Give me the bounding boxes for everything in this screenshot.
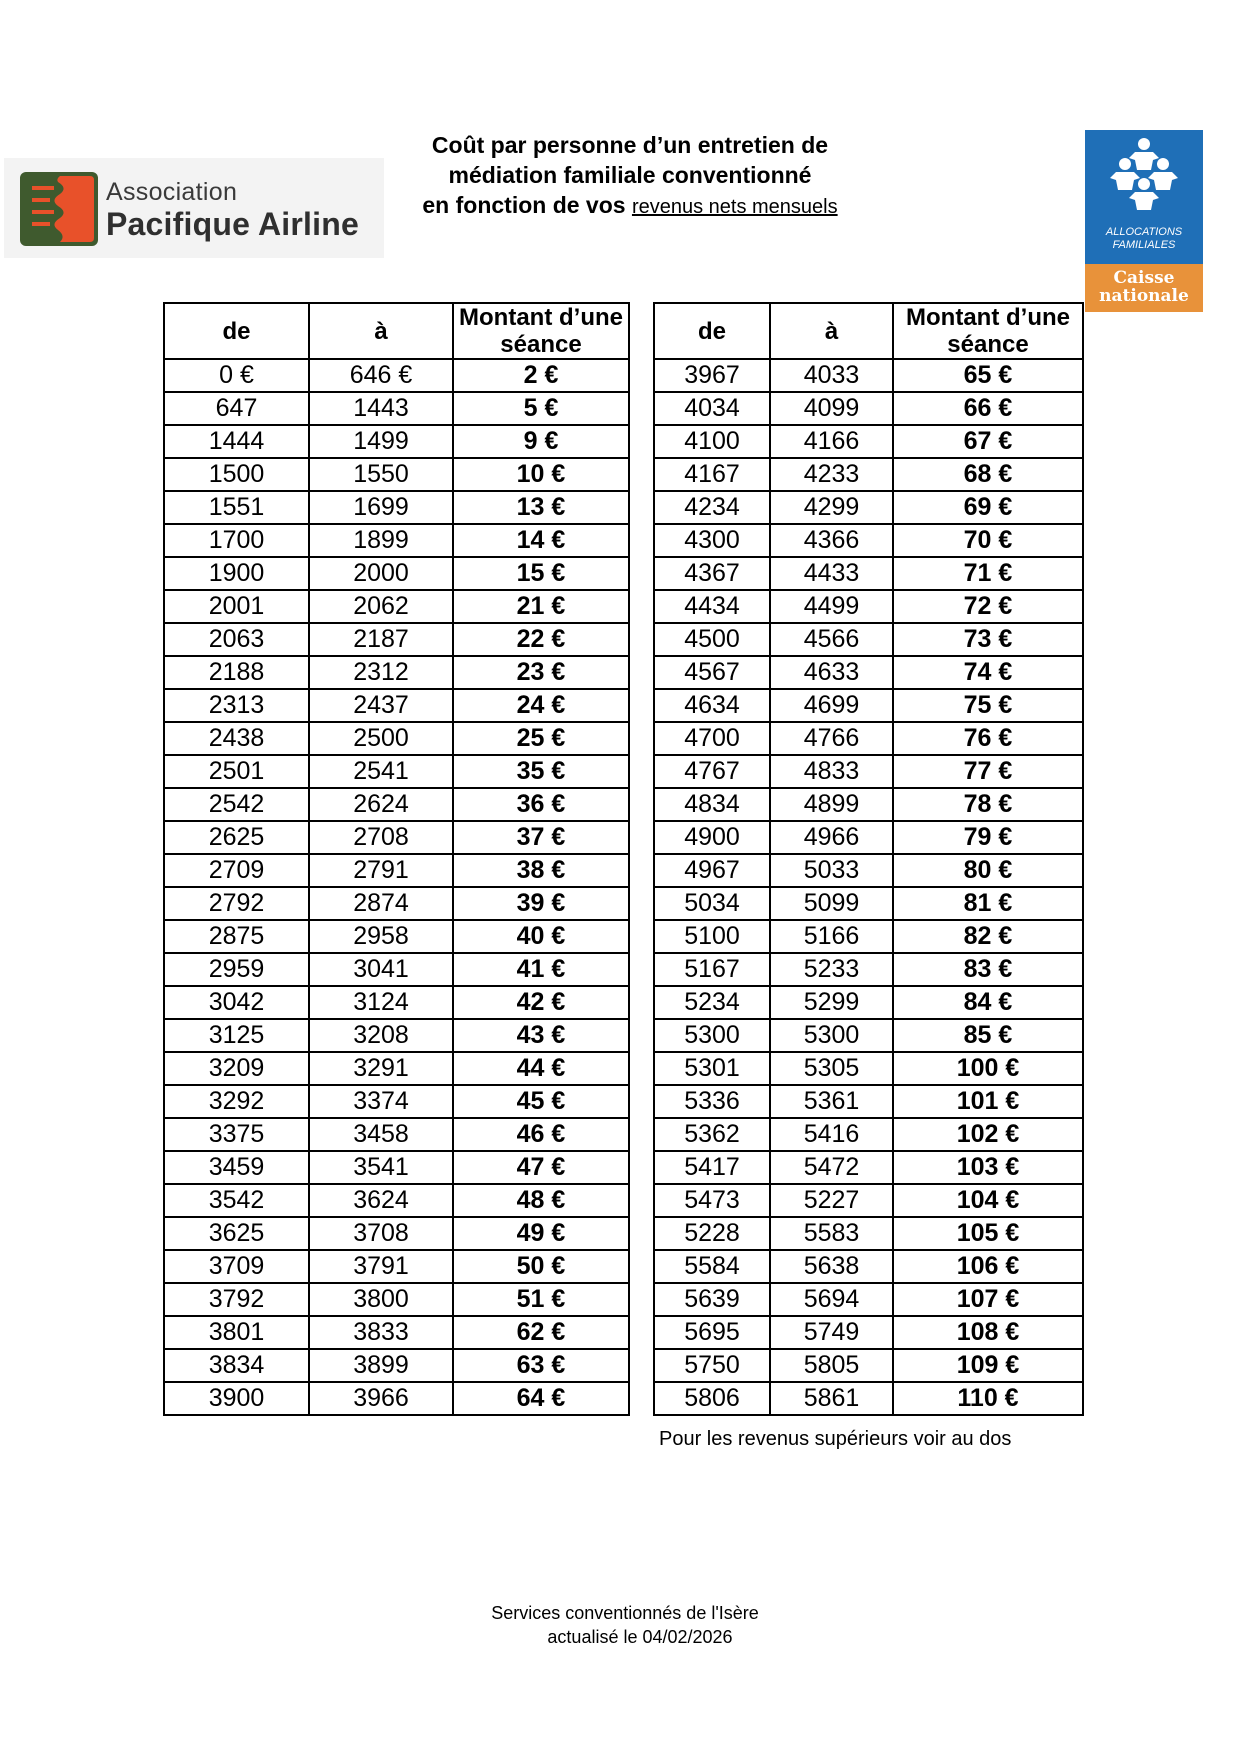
- cell-de: 3042: [164, 986, 309, 1019]
- cell-montant: 22 €: [453, 623, 629, 656]
- cell-montant: 110 €: [893, 1382, 1083, 1415]
- cell-a: 3374: [309, 1085, 453, 1118]
- table-row: [654, 887, 1083, 920]
- cell-montant: 40 €: [453, 920, 629, 953]
- cell-de: 2063: [164, 623, 309, 656]
- table-row: [164, 1151, 629, 1184]
- cell-montant: 43 €: [453, 1019, 629, 1052]
- title-line-3-prefix: en fonction de vos: [422, 192, 626, 218]
- cell-a: 2958: [309, 920, 453, 953]
- cell-de: 3542: [164, 1184, 309, 1217]
- table-row: [654, 788, 1083, 821]
- cell-montant: 74 €: [893, 656, 1083, 689]
- title-line-2: médiation familiale conventionné: [448, 162, 812, 188]
- cell-a: 1443: [309, 392, 453, 425]
- table-row: [164, 1250, 629, 1283]
- table-row: [654, 1184, 1083, 1217]
- cell-montant: 47 €: [453, 1151, 629, 1184]
- table-row: [164, 359, 629, 392]
- association-logo: [4, 158, 384, 258]
- rates-table-left-body: [164, 359, 629, 1415]
- cell-a: 3966: [309, 1382, 453, 1415]
- cell-montant: 51 €: [453, 1283, 629, 1316]
- note-higher-income: Pour les revenus supérieurs voir au dos: [659, 1428, 1012, 1450]
- cell-a: 4633: [770, 656, 893, 689]
- cell-montant: 63 €: [453, 1349, 629, 1382]
- cell-montant: 106 €: [893, 1250, 1083, 1283]
- cell-a: 5694: [770, 1283, 893, 1316]
- cell-de: 4634: [654, 689, 770, 722]
- table-row: [654, 854, 1083, 887]
- cell-de: 4967: [654, 854, 770, 887]
- cell-de: 5473: [654, 1184, 770, 1217]
- cell-a: 1699: [309, 491, 453, 524]
- cell-a: 3708: [309, 1217, 453, 1250]
- title-line-3: [400, 190, 860, 222]
- cell-de: 2188: [164, 656, 309, 689]
- cell-de: 5362: [654, 1118, 770, 1151]
- cell-a: 2708: [309, 821, 453, 854]
- cell-montant: 85 €: [893, 1019, 1083, 1052]
- table-row: [164, 1349, 629, 1382]
- cell-montant: 62 €: [453, 1316, 629, 1349]
- cell-a: 5305: [770, 1052, 893, 1085]
- table-row: [654, 953, 1083, 986]
- table-row: [164, 1184, 629, 1217]
- cell-de: 5301: [654, 1052, 770, 1085]
- header-a: à: [770, 303, 893, 359]
- cell-de: 4234: [654, 491, 770, 524]
- cell-de: 2959: [164, 953, 309, 986]
- cell-a: 5638: [770, 1250, 893, 1283]
- cell-de: 4567: [654, 656, 770, 689]
- table-row: [164, 1316, 629, 1349]
- cell-montant: 76 €: [893, 722, 1083, 755]
- table-row: [654, 656, 1083, 689]
- cell-de: 3792: [164, 1283, 309, 1316]
- cell-de: 5695: [654, 1316, 770, 1349]
- cell-montant: 14 €: [453, 524, 629, 557]
- rates-table-left: [163, 302, 630, 1416]
- cell-a: 3624: [309, 1184, 453, 1217]
- cell-de: 2542: [164, 788, 309, 821]
- table-row: [654, 722, 1083, 755]
- family-figures-icon: [1085, 130, 1203, 226]
- cell-a: 4233: [770, 458, 893, 491]
- table-row: [164, 524, 629, 557]
- cell-montant: 102 €: [893, 1118, 1083, 1151]
- cell-montant: 69 €: [893, 491, 1083, 524]
- cell-de: 4167: [654, 458, 770, 491]
- cell-montant: 50 €: [453, 1250, 629, 1283]
- cell-a: 5361: [770, 1085, 893, 1118]
- cell-montant: 66 €: [893, 392, 1083, 425]
- table-row: [654, 920, 1083, 953]
- cell-de: 4700: [654, 722, 770, 755]
- cell-a: 3541: [309, 1151, 453, 1184]
- caf-caption: [1085, 226, 1203, 252]
- cell-de: 4900: [654, 821, 770, 854]
- table-row: [654, 590, 1083, 623]
- cell-a: 1550: [309, 458, 453, 491]
- table-row: [654, 1085, 1083, 1118]
- title-line-1: Coût par personne d’un entretien de: [431, 132, 829, 158]
- cell-a: 5805: [770, 1349, 893, 1382]
- cell-de: 0 €: [164, 359, 309, 392]
- caf-caisse: Caisse: [1113, 268, 1175, 288]
- cell-montant: 82 €: [893, 920, 1083, 953]
- caf-nationale: nationale: [1099, 286, 1189, 306]
- table-row: [654, 755, 1083, 788]
- cell-montant: 15 €: [453, 557, 629, 590]
- table-row: [164, 755, 629, 788]
- table-row: [654, 1382, 1083, 1415]
- table-row: [164, 458, 629, 491]
- cell-montant: 25 €: [453, 722, 629, 755]
- cell-a: 4499: [770, 590, 893, 623]
- cell-de: 5100: [654, 920, 770, 953]
- cell-a: 3041: [309, 953, 453, 986]
- cell-de: 647: [164, 392, 309, 425]
- title-line-3-underlined: revenus nets mensuels: [631, 196, 838, 218]
- page-title: [400, 130, 860, 222]
- cell-de: 5034: [654, 887, 770, 920]
- cell-a: 4833: [770, 755, 893, 788]
- cell-de: 3292: [164, 1085, 309, 1118]
- cell-montant: 104 €: [893, 1184, 1083, 1217]
- footer-line-2: actualisé le 04/02/2026: [547, 1627, 733, 1647]
- cell-a: 4033: [770, 359, 893, 392]
- cell-a: 5166: [770, 920, 893, 953]
- cell-montant: 37 €: [453, 821, 629, 854]
- cell-montant: 45 €: [453, 1085, 629, 1118]
- cell-montant: 64 €: [453, 1382, 629, 1415]
- table-header-row: [654, 303, 1083, 359]
- cell-a: 5300: [770, 1019, 893, 1052]
- cell-a: 2437: [309, 689, 453, 722]
- cell-de: 1444: [164, 425, 309, 458]
- cell-de: 3834: [164, 1349, 309, 1382]
- cell-de: 1551: [164, 491, 309, 524]
- association-logo-mark-icon: [20, 172, 98, 246]
- cell-montant: 80 €: [893, 854, 1083, 887]
- cell-a: 3833: [309, 1316, 453, 1349]
- cell-a: 3208: [309, 1019, 453, 1052]
- caf-caption-line-2: FAMILIALES: [1112, 239, 1176, 251]
- table-row: [164, 821, 629, 854]
- cell-a: 5472: [770, 1151, 893, 1184]
- cell-montant: 77 €: [893, 755, 1083, 788]
- table-row: [164, 1019, 629, 1052]
- cell-de: 3209: [164, 1052, 309, 1085]
- cell-a: 5583: [770, 1217, 893, 1250]
- cell-de: 2313: [164, 689, 309, 722]
- cell-a: 5227: [770, 1184, 893, 1217]
- header-montant: Montant d’une séance: [453, 303, 629, 359]
- table-row: [654, 425, 1083, 458]
- cell-montant: 78 €: [893, 788, 1083, 821]
- table-row: [164, 1052, 629, 1085]
- table-row: [654, 623, 1083, 656]
- cell-de: 1500: [164, 458, 309, 491]
- table-row: [164, 953, 629, 986]
- table-row: [654, 1019, 1083, 1052]
- cell-montant: 39 €: [453, 887, 629, 920]
- cell-montant: 105 €: [893, 1217, 1083, 1250]
- table-row: [164, 491, 629, 524]
- association-label: Association: [106, 178, 238, 206]
- cell-a: 5749: [770, 1316, 893, 1349]
- table-row: [164, 425, 629, 458]
- cell-de: 5584: [654, 1250, 770, 1283]
- cell-de: 5336: [654, 1085, 770, 1118]
- table-row: [654, 1283, 1083, 1316]
- cell-montant: 5 €: [453, 392, 629, 425]
- cell-de: 2501: [164, 755, 309, 788]
- cell-de: 5228: [654, 1217, 770, 1250]
- cell-montant: 81 €: [893, 887, 1083, 920]
- footer: [440, 1601, 810, 1649]
- cell-de: 4034: [654, 392, 770, 425]
- cell-de: 5806: [654, 1382, 770, 1415]
- caf-caption-line-1: ALLOCATIONS: [1105, 226, 1183, 238]
- cell-montant: 109 €: [893, 1349, 1083, 1382]
- cell-montant: 46 €: [453, 1118, 629, 1151]
- cell-a: 4299: [770, 491, 893, 524]
- cell-a: 2874: [309, 887, 453, 920]
- cell-a: 2500: [309, 722, 453, 755]
- cell-de: 4300: [654, 524, 770, 557]
- cell-montant: 38 €: [453, 854, 629, 887]
- cell-de: 2625: [164, 821, 309, 854]
- cell-montant: 101 €: [893, 1085, 1083, 1118]
- association-name: Pacifique Airline: [106, 206, 359, 242]
- table-row: [164, 656, 629, 689]
- cell-a: 4966: [770, 821, 893, 854]
- cell-montant: 107 €: [893, 1283, 1083, 1316]
- cell-de: 3459: [164, 1151, 309, 1184]
- table-row: [654, 392, 1083, 425]
- table-row: [164, 887, 629, 920]
- cell-a: 4433: [770, 557, 893, 590]
- cell-de: 5417: [654, 1151, 770, 1184]
- cell-a: 3291: [309, 1052, 453, 1085]
- cell-montant: 36 €: [453, 788, 629, 821]
- cell-montant: 21 €: [453, 590, 629, 623]
- cell-de: 1700: [164, 524, 309, 557]
- cell-de: 2438: [164, 722, 309, 755]
- table-row: [654, 524, 1083, 557]
- cell-a: 4166: [770, 425, 893, 458]
- table-row: [654, 557, 1083, 590]
- cell-montant: 13 €: [453, 491, 629, 524]
- table-row: [654, 1250, 1083, 1283]
- table-row: [164, 392, 629, 425]
- cell-de: 5167: [654, 953, 770, 986]
- cell-a: 1899: [309, 524, 453, 557]
- cell-a: 5099: [770, 887, 893, 920]
- table-row: [164, 1217, 629, 1250]
- table-row: [164, 1382, 629, 1415]
- cell-de: 4367: [654, 557, 770, 590]
- cell-a: 4699: [770, 689, 893, 722]
- table-row: [654, 491, 1083, 524]
- cell-a: 2000: [309, 557, 453, 590]
- cell-a: 4099: [770, 392, 893, 425]
- cell-a: 3124: [309, 986, 453, 1019]
- cell-a: 2624: [309, 788, 453, 821]
- cell-a: 5416: [770, 1118, 893, 1151]
- header-montant: Montant d’une séance: [893, 303, 1083, 359]
- cell-de: 3709: [164, 1250, 309, 1283]
- cell-montant: 103 €: [893, 1151, 1083, 1184]
- header-a: à: [309, 303, 453, 359]
- header-de: de: [164, 303, 309, 359]
- cell-a: 5233: [770, 953, 893, 986]
- cell-montant: 72 €: [893, 590, 1083, 623]
- cell-de: 5234: [654, 986, 770, 1019]
- cell-montant: 42 €: [453, 986, 629, 1019]
- cell-montant: 83 €: [893, 953, 1083, 986]
- table-row: [654, 1151, 1083, 1184]
- table-row: [654, 1118, 1083, 1151]
- cell-a: 5861: [770, 1382, 893, 1415]
- cell-de: 4100: [654, 425, 770, 458]
- cell-de: 2792: [164, 887, 309, 920]
- cell-a: 2541: [309, 755, 453, 788]
- cell-montant: 44 €: [453, 1052, 629, 1085]
- header-de: de: [654, 303, 770, 359]
- cell-montant: 65 €: [893, 359, 1083, 392]
- table-row: [654, 359, 1083, 392]
- table-row: [164, 722, 629, 755]
- cell-de: 4500: [654, 623, 770, 656]
- cell-de: 3967: [654, 359, 770, 392]
- cell-montant: 10 €: [453, 458, 629, 491]
- cell-de: 5750: [654, 1349, 770, 1382]
- rates-table-right-body: [654, 359, 1083, 1415]
- cell-de: 5639: [654, 1283, 770, 1316]
- table-header-row: [164, 303, 629, 359]
- cell-montant: 71 €: [893, 557, 1083, 590]
- cell-montant: 70 €: [893, 524, 1083, 557]
- cell-de: 3625: [164, 1217, 309, 1250]
- cell-a: 5033: [770, 854, 893, 887]
- cell-montant: 48 €: [453, 1184, 629, 1217]
- cell-a: 3791: [309, 1250, 453, 1283]
- cell-a: 3899: [309, 1349, 453, 1382]
- cell-de: 3900: [164, 1382, 309, 1415]
- cell-montant: 9 €: [453, 425, 629, 458]
- cell-montant: 35 €: [453, 755, 629, 788]
- cell-montant: 79 €: [893, 821, 1083, 854]
- cell-a: 4566: [770, 623, 893, 656]
- table-row: [164, 920, 629, 953]
- cell-de: 3125: [164, 1019, 309, 1052]
- cell-de: 2875: [164, 920, 309, 953]
- cell-a: 2187: [309, 623, 453, 656]
- cell-montant: 49 €: [453, 1217, 629, 1250]
- cell-a: 2062: [309, 590, 453, 623]
- table-row: [654, 1349, 1083, 1382]
- table-row: [164, 557, 629, 590]
- table-row: [164, 623, 629, 656]
- cell-montant: 2 €: [453, 359, 629, 392]
- table-row: [654, 458, 1083, 491]
- table-row: [164, 689, 629, 722]
- caf-logo: [1085, 130, 1203, 312]
- cell-montant: 84 €: [893, 986, 1083, 1019]
- cell-montant: 23 €: [453, 656, 629, 689]
- table-row: [654, 821, 1083, 854]
- table-row: [654, 986, 1083, 1019]
- cell-montant: 73 €: [893, 623, 1083, 656]
- cell-a: 3800: [309, 1283, 453, 1316]
- table-row: [164, 788, 629, 821]
- cell-de: 1900: [164, 557, 309, 590]
- table-row: [164, 590, 629, 623]
- cell-montant: 24 €: [453, 689, 629, 722]
- cell-a: 4366: [770, 524, 893, 557]
- cell-de: 2709: [164, 854, 309, 887]
- cell-de: 4434: [654, 590, 770, 623]
- cell-de: 4834: [654, 788, 770, 821]
- cell-montant: 75 €: [893, 689, 1083, 722]
- cell-a: 2312: [309, 656, 453, 689]
- cell-a: 1499: [309, 425, 453, 458]
- cell-de: 2001: [164, 590, 309, 623]
- cell-de: 3801: [164, 1316, 309, 1349]
- cell-a: 646 €: [309, 359, 453, 392]
- table-row: [164, 1283, 629, 1316]
- table-row: [654, 1316, 1083, 1349]
- cell-montant: 41 €: [453, 953, 629, 986]
- cell-montant: 67 €: [893, 425, 1083, 458]
- table-row: [654, 1217, 1083, 1250]
- cell-montant: 68 €: [893, 458, 1083, 491]
- cell-a: 2791: [309, 854, 453, 887]
- cell-montant: 108 €: [893, 1316, 1083, 1349]
- cell-de: 3375: [164, 1118, 309, 1151]
- cell-a: 4899: [770, 788, 893, 821]
- table-row: [164, 854, 629, 887]
- table-row: [654, 1052, 1083, 1085]
- table-row: [654, 689, 1083, 722]
- cell-a: 4766: [770, 722, 893, 755]
- table-row: [164, 1118, 629, 1151]
- cell-a: 3458: [309, 1118, 453, 1151]
- table-row: [164, 1085, 629, 1118]
- footer-line-1: Services conventionnés de l'Isère: [491, 1603, 759, 1623]
- cell-montant: 100 €: [893, 1052, 1083, 1085]
- rates-table-right: [653, 302, 1084, 1416]
- cell-de: 5300: [654, 1019, 770, 1052]
- cell-a: 5299: [770, 986, 893, 1019]
- cell-de: 4767: [654, 755, 770, 788]
- caf-logo-bottom: [1085, 264, 1203, 312]
- caf-logo-top: [1085, 130, 1203, 264]
- table-row: [164, 986, 629, 1019]
